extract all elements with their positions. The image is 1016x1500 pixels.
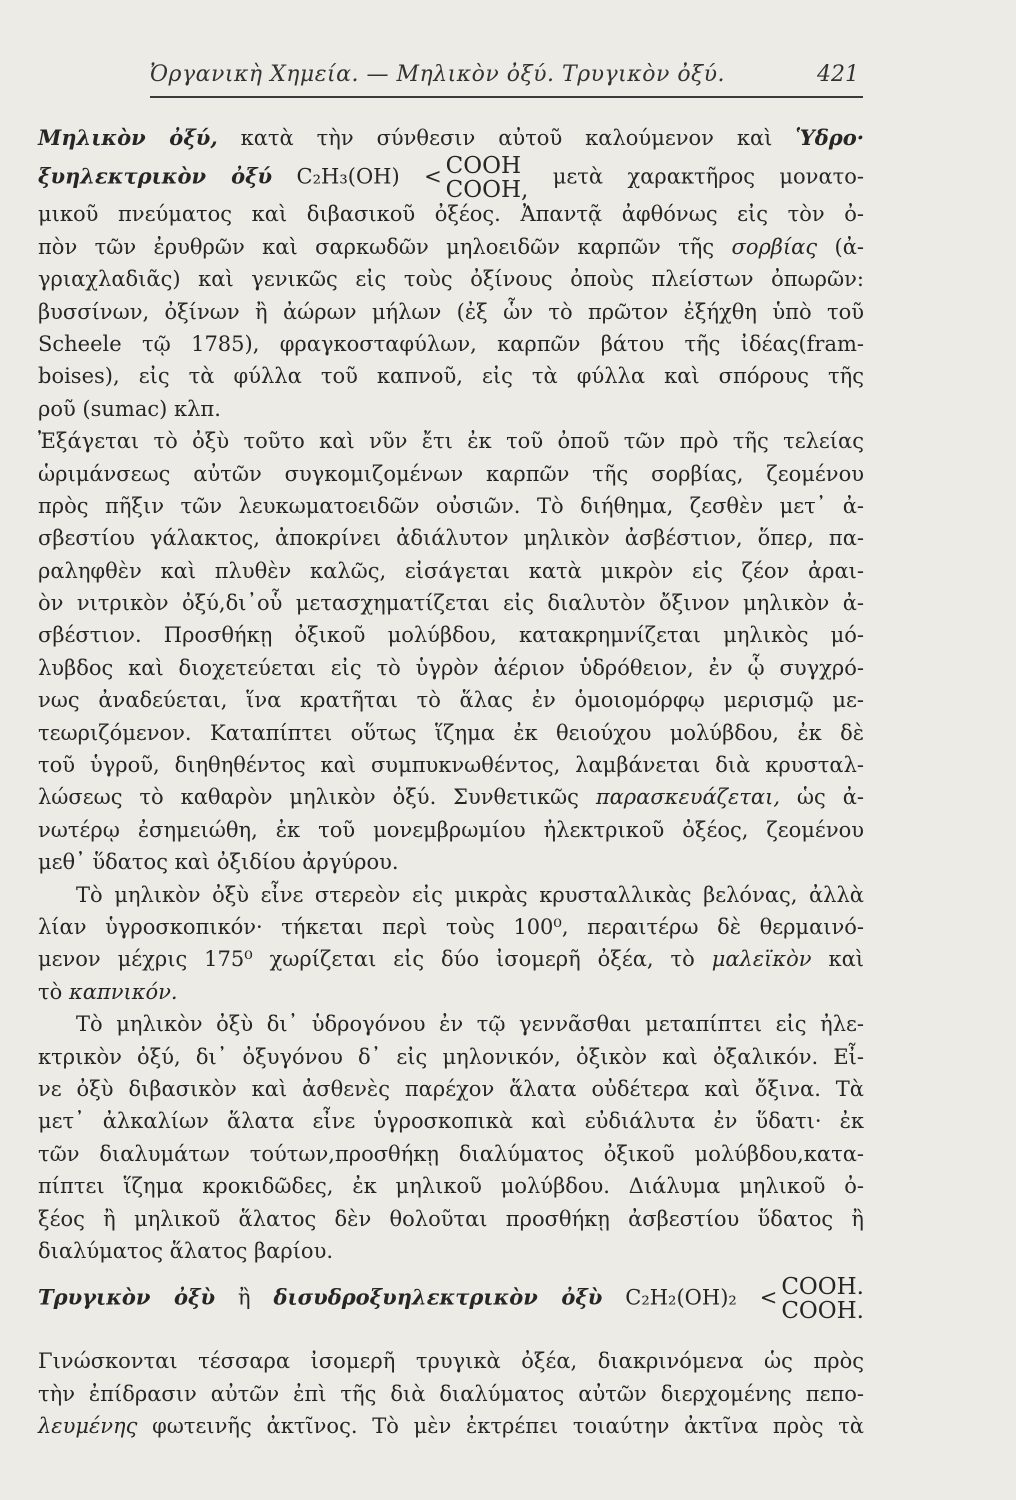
formula-line-malic: ξυηλεκτρικὸν ὀξύ C₂H₃(OH) < COOH COOH, μετὰ χαρακτῆρος μονατο-	[38, 153, 864, 204]
paragraph-properties: Τὸ μηλικὸν ὀξὺ εἶνε στερεὸν εἰς μικρὰς κρυσταλλικὰς βελόνας, ἀλλὰ	[76, 882, 864, 907]
malic-acid-formula: C₂H₃(OH) <	[272, 164, 442, 189]
paragraph-tartaric: Γινώσκονται τέσσαρα ἰσομερῆ τρυγικὰ ὀξέα, διακρινόμενα ὡς πρὸς	[38, 1349, 864, 1374]
tartaric-acid-formula: C₂H₂(OH)₂ <	[602, 1285, 778, 1310]
carboxyl-groups: COOH. COOH.	[781, 1274, 864, 1325]
carboxyl-groups: COOH COOH,	[445, 153, 529, 204]
section-heading-malic-acid: Μηλικὸν ὀξύ,	[38, 125, 218, 150]
running-title: Ὀργανικὴ Χημεία. — Μηλικὸν ὀξύ. Τρυγικὸν ὀξύ.	[150, 62, 726, 87]
paragraph-reactions: Τὸ μηλικὸν ὀξὺ δι᾽ ὑδρογόνου ἐν τῷ γεννᾶσθαι μεταπίπτει εἰς ἠλε-	[76, 1012, 864, 1037]
running-header	[150, 62, 863, 98]
formula-line-tartaric: Τρυγικὸν ὀξὺ ἢ δισυδροξυηλεκτρικὸν ὀξὺ C₂H₂(OH)₂ < COOH. COOH.	[38, 1274, 864, 1325]
tartaric-acid-alt-name: δισυδροξυηλεκτρικὸν ὀξὺ	[273, 1284, 603, 1310]
page-number: 421	[817, 62, 859, 87]
body-text: Μηλικὸν ὀξύ, κατὰ τὴν σύνθεσιν αὐτοῦ καλούμενον καὶ Ὑδρο· ξυηλεκτρικὸν ὀξύ C₂H₃(OH) < COOH COOH, μετὰ χαρακτῆρος μονατο- μικοῦ πνεύματος καὶ διβασικοῦ ὀξέος. Ἀπαντᾷ ἀφθόνως εἰς τὸν ὀ- πὸν τῶν ἐρυθρῶν καὶ σαρκωδῶν μηλοειδῶν καρπῶν τῆς σορβίας (ἀ- γριαχλαδιᾶς) καὶ γενικῶς εἰς τοὺς ὀξίνους ὀποὺς πλείστων ὀπωρῶν: βυσσίνων, ὀξίνων ἢ ἀώρων μήλων (ἐξ ὧν τὸ πρῶτον ἐξήχθη ὑπὸ τοῦ Scheele τῷ 1785), φραγκοσταφύλων, καρπῶν βάτου τῆς ἰδέας(fram- boises), εἰς τὰ φύλλα τοῦ καπνοῦ, εἰς τὰ φύλλα καὶ σπόρους τῆς ροῦ (sumac) κλπ. Ἐξάγεται τὸ ὀξὺ τοῦτο καὶ νῦν ἔτι ἐκ τοῦ ὀποῦ τῶν πρὸ τῆς τελείας ὡριμάνσεως αὐτῶν συγκομιζομένων καρπῶν τῆς σορβίας, ζεομένου πρὸς πῆξιν τῶν λευκωματοειδῶν οὐσιῶν. Τὸ διήθημα, ζεσθὲν μετ᾽ ἀ- σβεστίου γάλακτος, ἀποκρίνει ἀδιάλυτον μηλικὸν ἀσβέστιον, ὅπερ, πα- ραληφθὲν καὶ πλυθὲν καλῶς, εἰσάγεται κατὰ μικρὸν εἰς ζέον ἀραι- ὸν νιτρικὸν ὀξύ,δι᾽οὗ μετασχηματίζεται εἰς διαλυτὸν ὄξινον μηλικὸν ἀ- σβέστιον. Προσθήκῃ ὀξικοῦ μολύβδου, κατακρημνίζεται μηλικὸς μό- λυβδος καὶ διοχετεύεται εἰς τὸ ὑγρὸν ἀέριον ὑδρόθειον, ἐν ᾧ συγχρό- νως ἀναδεύεται, ἵνα κρατῆται τὸ ἅλας ἐν ὁμοιομόρφῳ μερισμῷ με- τεωριζόμενον. Καταπίπτει οὕτως ἵζημα ἐκ θειούχου μολύβδου, ἐκ δὲ τοῦ ὑγροῦ, διηθηθέντος καὶ συμπυκνωθέντος, λαμβάνεται διὰ κρυσταλ- λώσεως τὸ καθαρὸν μηλικὸν ὀξύ. Συνθετικῶς παρασκευάζεται, ὡς ἀ- νωτέρῳ ἐσημειώθη, ἐκ τοῦ μονεμβρωμίου ἠλεκτρικοῦ ὀξέος, ζεομένου μεθ᾽ ὕδατος καὶ ὀξιδίου ἀργύρου. Τὸ μηλικὸν ὀξὺ εἶνε στερεὸν εἰς μικρὰς κρυσταλλικὰς βελόνας, ἀλλὰ λίαν ὑγροσκοπικόν· τήκεται περὶ τοὺς 100⁰, περαιτέρω δὲ θερμαινό- μενον μέχρις 175⁰ χωρίζεται εἰς δύο ἰσομερῆ ὀξέα, τὸ μαλεϊκὸν καὶ τὸ καπνικόν. Τὸ μηλικὸν ὀξὺ δι᾽ ὑδρογόνου ἐν τῷ γεννᾶσθαι μεταπίπτει εἰς ἠλε- κτρικὸν ὀξύ, δι᾽ ὀξυγόνου δ᾽ εἰς μηλονικόν, ὀξικὸν καὶ ὀξαλικόν. Εἶ- νε ὀξὺ διβασικὸν καὶ ἀσθενὲς παρέχον ἅλατα οὐδέτερα καὶ ὄξινα. Τὰ μετ᾽ ἀλκαλίων ἅλατα εἶνε ὑγροσκοπικὰ καὶ εὐδιάλυτα ἐν ὕδατι· ἐκ τῶν διαλυμάτων τούτων,προσθήκῃ διαλύματος ὀξικοῦ μολύβδου,κατα- πίπτει ἵζημα κροκιδῶδες, ἐκ μηλικοῦ μολύβδου. Διάλυμα μηλικοῦ ὀ- ξέος ἢ μηλικοῦ ἅλατος δὲν θολοῦται προσθήκῃ ἀσβεστίου ὕδατος ἢ διαλύματος ἅλατος βαρίου. Τρυγικὸν ὀξὺ ἢ δισυδροξυηλεκτρικὸν ὀξὺ C₂H₂(OH)₂ < COOH. COOH. Γινώσκονται τέσσαρα ἰσομερῆ τρυγικὰ ὀξέα, διακρινόμενα ὡς πρὸς τὴν ἐπίδρασιν αὐτῶν ἐπὶ τῆς διὰ διαλύματος αὐτῶν διερχομένης πεπο- λευμένης φωτεινῆς ἀκτῖνος. Τὸ μὲν ἐκτρέπει τοιαύτην ἀκτῖνα πρὸς τὰ	[38, 122, 864, 1442]
paragraph-extraction: Ἐξάγεται τὸ ὀξὺ τοῦτο καὶ νῦν ἔτι ἐκ τοῦ ὀποῦ τῶν πρὸ τῆς τελείας	[38, 429, 864, 454]
paragraph-line: Μηλικὸν ὀξύ, κατὰ τὴν σύνθεσιν αὐτοῦ καλούμενον καὶ Ὑδρο·	[38, 125, 865, 150]
section-heading-tartaric-acid: Τρυγικὸν ὀξὺ	[38, 1284, 216, 1310]
malic-acid-alt-name: ξυηλεκτρικὸν ὀξύ	[38, 163, 273, 189]
